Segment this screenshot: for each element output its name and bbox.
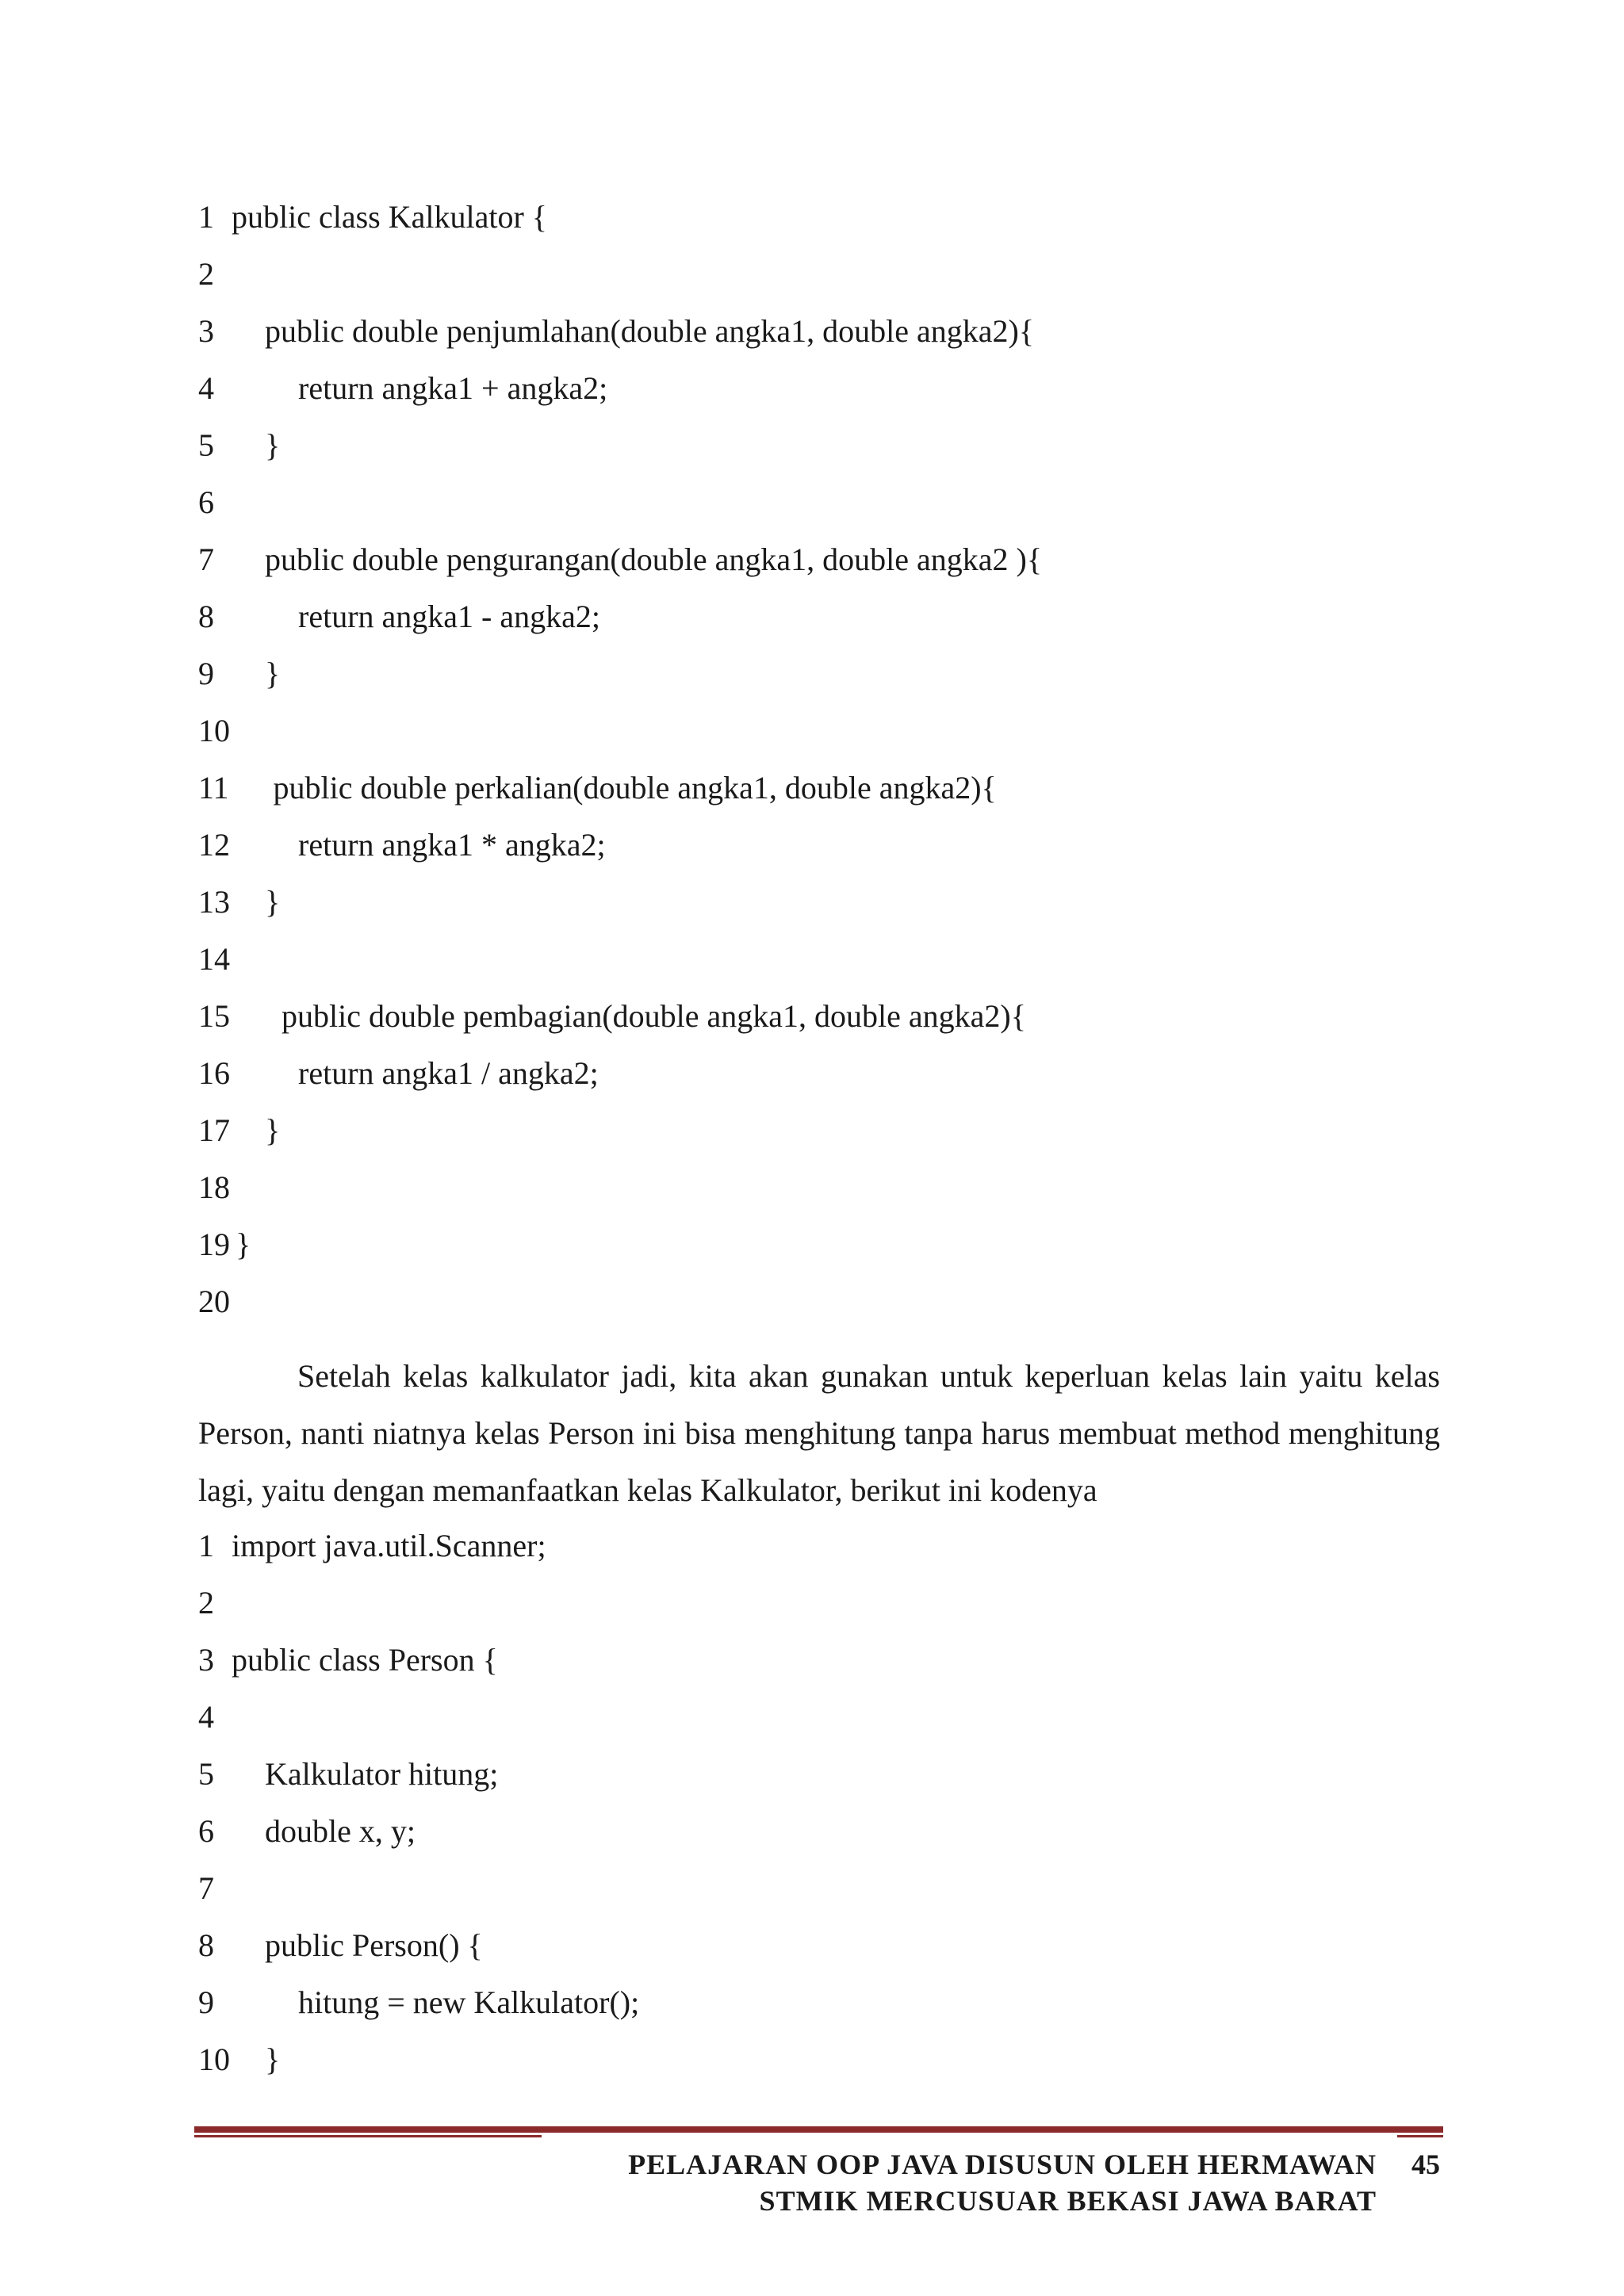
code-line: 8 public Person() {: [198, 1917, 1435, 1974]
code-line: 20: [198, 1284, 230, 1319]
code-line: 1 public class Kalkulator {: [198, 189, 1435, 246]
footer-rule: [194, 2126, 1443, 2141]
code-text: import java.util.Scanner;: [232, 1528, 546, 1563]
code-line: 7 public double pengurangan(double angka1, double angka2 ){: [198, 531, 1435, 588]
code-line: 4: [198, 1699, 214, 1735]
code-line: 3 public double penjumlahan(double angka1, double angka2){: [198, 303, 1435, 360]
code-text: }: [265, 427, 281, 463]
code-line: 10 }: [198, 2031, 1435, 2088]
code-line: 5 }: [198, 417, 1435, 474]
code-line: 1 import java.util.Scanner;: [198, 1517, 1435, 1575]
code-line: 9 hitung = new Kalkulator();: [198, 1974, 1435, 2031]
code-line: 17 }: [198, 1102, 1435, 1159]
code-text: public class Person {: [232, 1642, 498, 1678]
code-text: return angka1 + angka2;: [298, 370, 608, 406]
code-listing-person: [198, 1517, 1435, 2088]
code-text: return angka1 - angka2;: [298, 599, 600, 634]
footer-rule-thick: [194, 2126, 1443, 2133]
code-line: 16 return angka1 / angka2;: [198, 1045, 1435, 1102]
code-text: }: [236, 1226, 251, 1262]
code-text: }: [265, 656, 281, 691]
code-line: 2: [198, 1585, 214, 1621]
footer-credit-line-2: STMIK MERCUSUAR BEKASI JAWA BARAT: [759, 2185, 1377, 2217]
footer-rule-thin-right: [1397, 2135, 1443, 2137]
code-text: public double pengurangan(double angka1, double angka2 ){: [265, 541, 1043, 577]
code-text: public double penjumlahan(double angka1, double angka2){: [265, 313, 1035, 349]
code-line: 13 }: [198, 874, 1435, 931]
code-text: public double perkalian(double angka1, double angka2){: [273, 770, 997, 806]
code-text: return angka1 / angka2;: [298, 1055, 599, 1091]
code-line: 4 return angka1 + angka2;: [198, 360, 1435, 417]
code-line: 15 public double pembagian(double angka1, double angka2){: [198, 988, 1435, 1045]
footer-credit-line-1: PELAJARAN OOP JAVA DISUSUN OLEH HERMAWAN: [628, 2149, 1377, 2180]
body-paragraph: Setelah kelas kalkulator jadi, kita akan gunakan untuk keperluan kelas lain yaitu kelas Person, nanti niatnya kelas Person ini bisa menghitung tanpa harus membuat method menghitung lagi, yaitu dengan memanfaatkan kelas Kalkulator, berikut ini kodenya: [198, 1358, 1440, 1508]
code-line: 18: [198, 1169, 230, 1205]
code-text: public class Kalkulator {: [232, 199, 547, 235]
code-line: 19 }: [198, 1216, 1435, 1273]
footer-credit: [628, 2146, 1377, 2219]
code-text: }: [265, 2042, 281, 2077]
code-line: 12 return angka1 * angka2;: [198, 817, 1435, 874]
code-line: 8 return angka1 - angka2;: [198, 588, 1435, 645]
code-line: 5 Kalkulator hitung;: [198, 1746, 1435, 1803]
code-text: Kalkulator hitung;: [265, 1756, 499, 1792]
code-line: 7: [198, 1870, 214, 1906]
page-number: 45: [1411, 2149, 1440, 2180]
code-listing-kalkulator: [198, 189, 1435, 1330]
code-text: return angka1 * angka2;: [298, 827, 606, 863]
code-line: 9 }: [198, 645, 1435, 702]
code-line: 10: [198, 713, 230, 748]
code-line: 14: [198, 941, 230, 977]
code-line: 6 double x, y;: [198, 1803, 1435, 1860]
code-text: }: [265, 884, 281, 920]
code-line: 2: [198, 256, 214, 292]
code-line: 3 public class Person {: [198, 1632, 1435, 1689]
code-line: 11 public double perkalian(double angka1, double angka2){: [198, 760, 1435, 817]
code-text: public double pembagian(double angka1, double angka2){: [282, 998, 1026, 1034]
footer-rule-thin-left: [194, 2135, 542, 2137]
code-text: double x, y;: [265, 1813, 416, 1849]
code-text: public Person() {: [265, 1927, 483, 1963]
code-text: }: [265, 1112, 281, 1148]
code-text: hitung = new Kalkulator();: [298, 1984, 640, 2020]
code-line: 6: [198, 484, 214, 520]
